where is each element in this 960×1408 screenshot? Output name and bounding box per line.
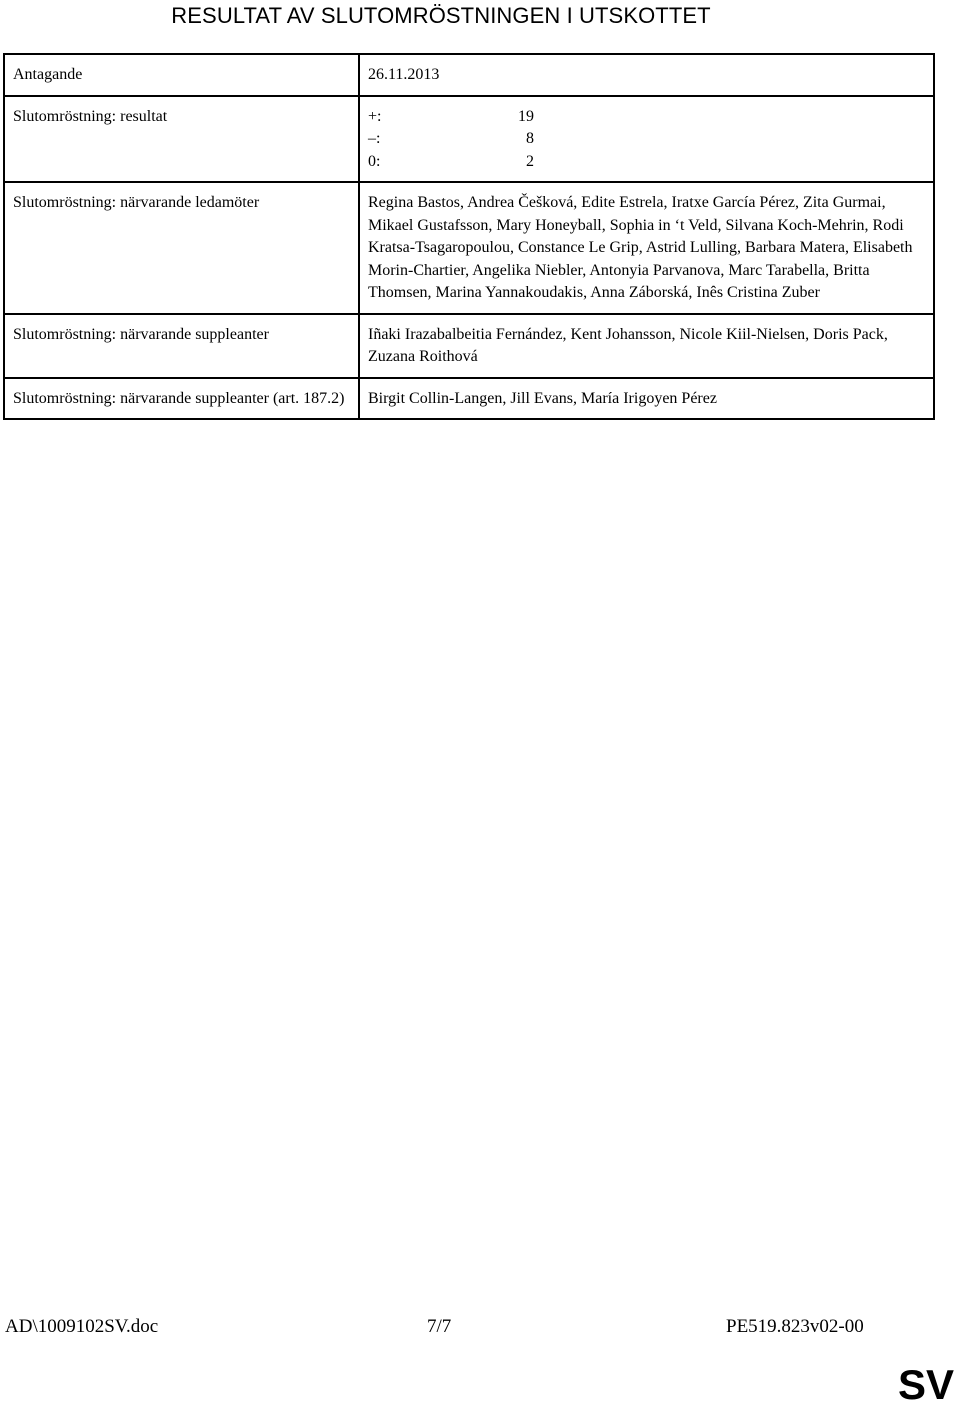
substitutes-187-label: Slutomröstning: närvarande suppleanter (art. 187.2) [4,378,359,420]
table-row-members [4,182,934,314]
tally-against [368,128,927,151]
table-row-adoption [4,54,934,96]
tally-for-count: 19 [518,107,534,125]
members-label: Slutomröstning: närvarande ledamöter [4,182,359,314]
substitutes-187-list: Birgit Collin-Langen, Jill Evans, María Irigoyen Pérez [359,378,934,420]
tally-against-symbol: –: [368,130,381,147]
footer-page-number: 7/7 [427,1316,452,1337]
tally-for-symbol: +: [368,107,382,125]
tally-against-count: 8 [526,130,534,147]
members-list: Regina Bastos, Andrea Češková, Edite Estrela, Iratxe García Pérez, Zita Gurmai, Mikael Gustafsson, Mary Honeyball, Sophia in ‘t Veld, Silvana Koch-Mehrin, Rodi Kratsa-Tsagaropoulou, Constance Le Grip, Astrid Lulling, Barbara Matera, Elisabeth Morin-Chartier, Angelika Niebler, Antonyia Parvanova, Marc Tarabella, Britta Thomsen, Marina Yannakoudakis, Anna Záborská, Inês Cristina Zuber [359,182,934,314]
footer-pe-ref: PE519.823v02-00 [726,1316,864,1337]
footer-doc-ref: AD\1009102SV.doc [5,1316,159,1337]
adoption-label: Antagande [4,54,359,96]
table-row-substitutes [4,314,934,378]
tally-abstain-count: 2 [526,152,534,170]
table-row-result [4,96,934,183]
substitutes-label: Slutomröstning: närvarande suppleanter [4,314,359,378]
result-label: Slutomröstning: resultat [4,96,359,183]
tally-for [368,106,927,129]
substitutes-list: Iñaki Irazabalbeitia Fernández, Kent Johansson, Nicole Kiil-Nielsen, Doris Pack, Zuzana Roithová [359,314,934,378]
adoption-date: 26.11.2013 [359,54,934,96]
table-row-substitutes-187 [4,378,934,420]
tally-abstain [368,151,927,174]
vote-tally [359,96,934,183]
page-title: RESULTAT AV SLUTOMRÖSTNINGEN I UTSKOTTET [171,3,711,28]
vote-results-table [3,53,935,420]
language-code: SV [898,1361,955,1408]
tally-abstain-symbol: 0: [368,152,381,170]
